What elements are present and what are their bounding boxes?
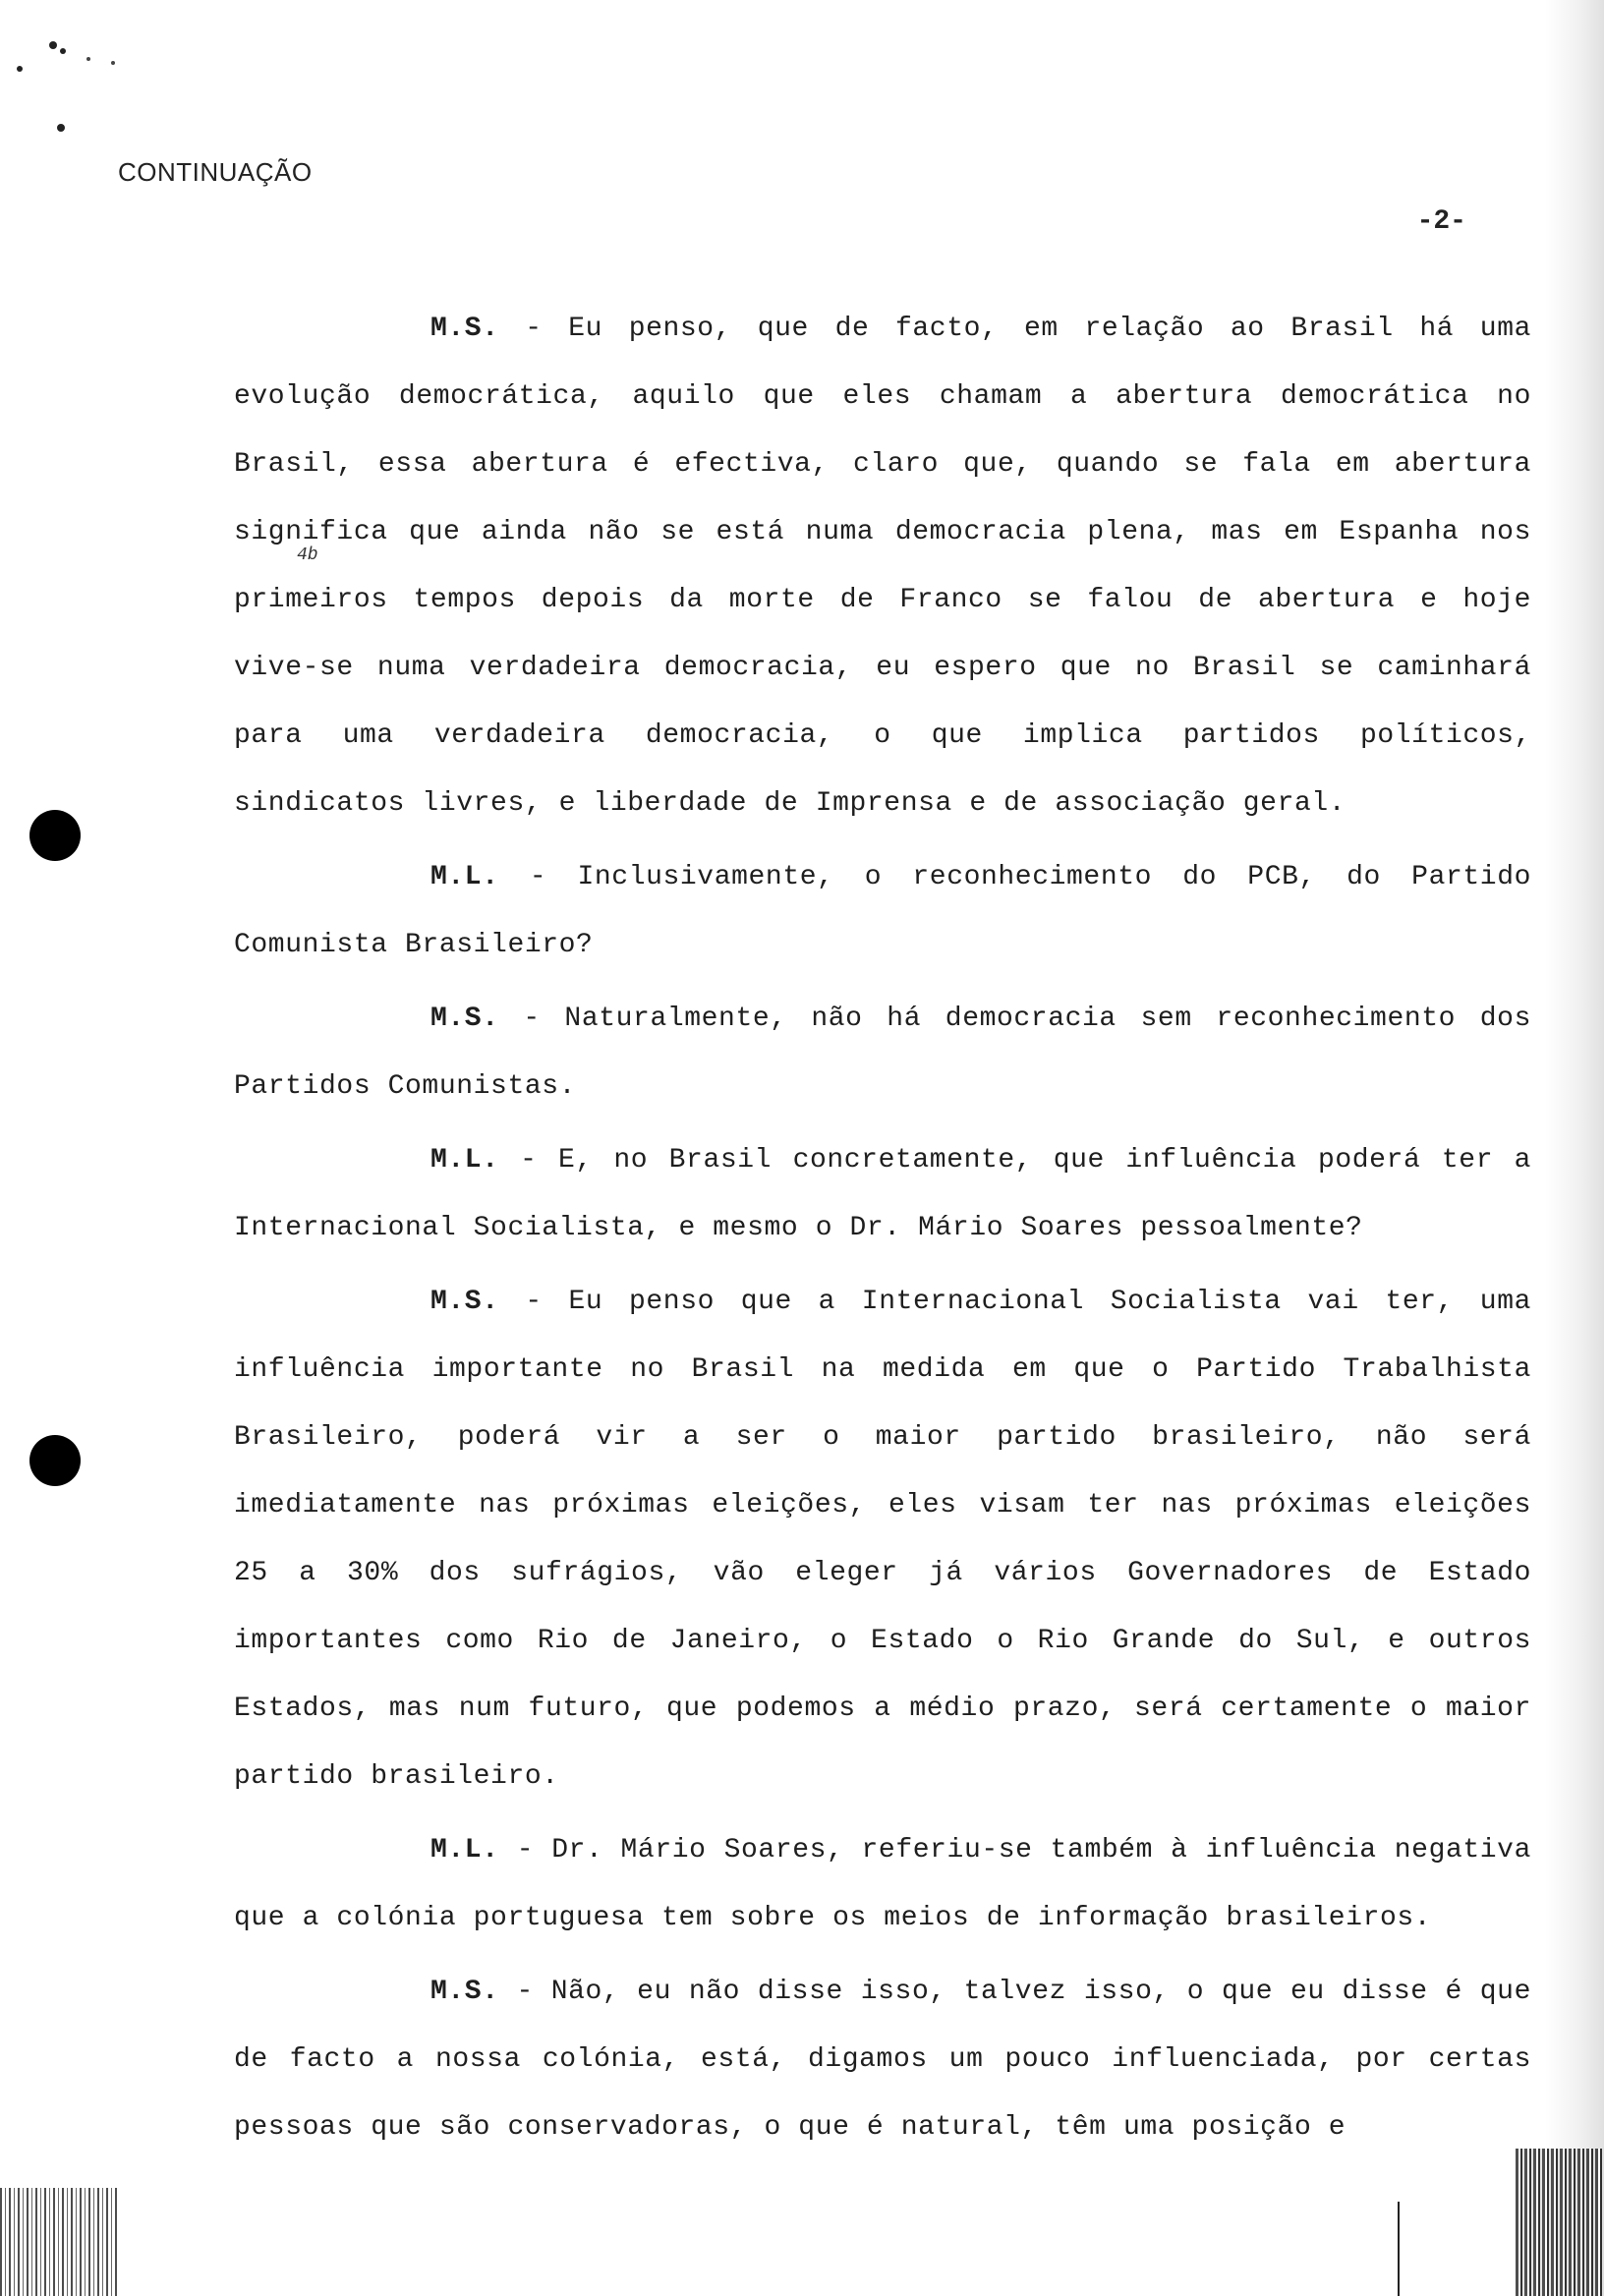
speaker-initials: M.S. <box>430 314 499 344</box>
paragraph-text: - Inclusivamente, o reconhecimento do PCB, do Partido Comunista Brasileiro? <box>234 862 1531 960</box>
scan-noise-bottom-left <box>0 2188 118 2296</box>
scan-shadow-edge <box>1545 0 1604 2296</box>
paper-specks <box>10 29 128 147</box>
transcript-paragraph <box>234 1816 1531 1952</box>
handwritten-margin-note: 4b <box>297 545 318 565</box>
speaker-initials: M.L. <box>430 1145 499 1176</box>
continuation-label: CONTINUAÇÃO <box>118 157 313 187</box>
paragraph-text: - Naturalmente, não há democracia sem reconhecimento dos Partidos Comunistas. <box>234 1004 1531 1102</box>
page-number: -2- <box>1416 206 1466 237</box>
paragraph-text: - E, no Brasil concretamente, que influência poderá ter a Internacional Socialista, e mesmo o Dr. Mário Soares pessoalmente? <box>234 1145 1531 1243</box>
scan-artifact-line <box>1398 2202 1400 2296</box>
punch-hole <box>29 810 81 861</box>
paragraph-text: - Eu penso, que de facto, em relação ao Brasil há uma evolução democrática, aquilo que eles chamam a abertura democrática no Brasil, essa abertura é efectiva, claro que, quando se fala em abertura significa que ainda não se está numa democracia plena, mas em Espanha nos primeiros tempos depois da morte de Franco se falou de abertura e hoje vive-se numa verdadeira democracia, eu espero que no Brasil se caminhará para uma verdadeira democracia, o que implica partidos políticos, sindicatos livres, e liberdade de Imprensa e de associação geral. <box>234 314 1531 819</box>
speaker-initials: M.L. <box>430 1835 499 1866</box>
paragraph-text: - Eu penso que a Internacional Socialista vai ter, uma influência importante no Brasil na medida em que o Partido Trabalhista Brasileiro, poderá vir a ser o maior partido brasileiro, não será imediatamente nas próximas eleições, eles visam ter nas próximas eleições 25 a 30% dos sufrágios, vão eleger já vários Governadores de Estado importantes como Rio de Janeiro, o Estado o Rio Grande do Sul, e outros Estados, mas num futuro, que podemos a médio prazo, será certamente o maior partido brasileiro. <box>234 1287 1531 1792</box>
transcript-paragraph <box>234 985 1531 1120</box>
paragraph-text: - Dr. Mário Soares, referiu-se também à influência negativa que a colónia portuguesa tem sobre os meios de informação brasileiros. <box>234 1835 1531 1933</box>
transcript-body <box>234 295 1531 2167</box>
punch-hole <box>29 1435 81 1486</box>
speaker-initials: M.L. <box>430 862 499 892</box>
speaker-initials: M.S. <box>430 1287 499 1317</box>
transcript-paragraph <box>234 843 1531 979</box>
scan-noise-bottom-right <box>1516 2149 1604 2296</box>
speaker-initials: M.S. <box>430 1004 499 1034</box>
transcript-paragraph <box>234 295 1531 837</box>
speaker-initials: M.S. <box>430 1977 499 2007</box>
transcript-paragraph <box>234 1126 1531 1262</box>
paragraph-text: - Não, eu não disse isso, talvez isso, o que eu disse é que de facto a nossa colónia, está, digamos um pouco influenciada, por certas pessoas que são conservadoras, o que é natural, têm uma posição e <box>234 1977 1531 2143</box>
transcript-paragraph <box>234 1268 1531 1810</box>
transcript-paragraph <box>234 1958 1531 2161</box>
